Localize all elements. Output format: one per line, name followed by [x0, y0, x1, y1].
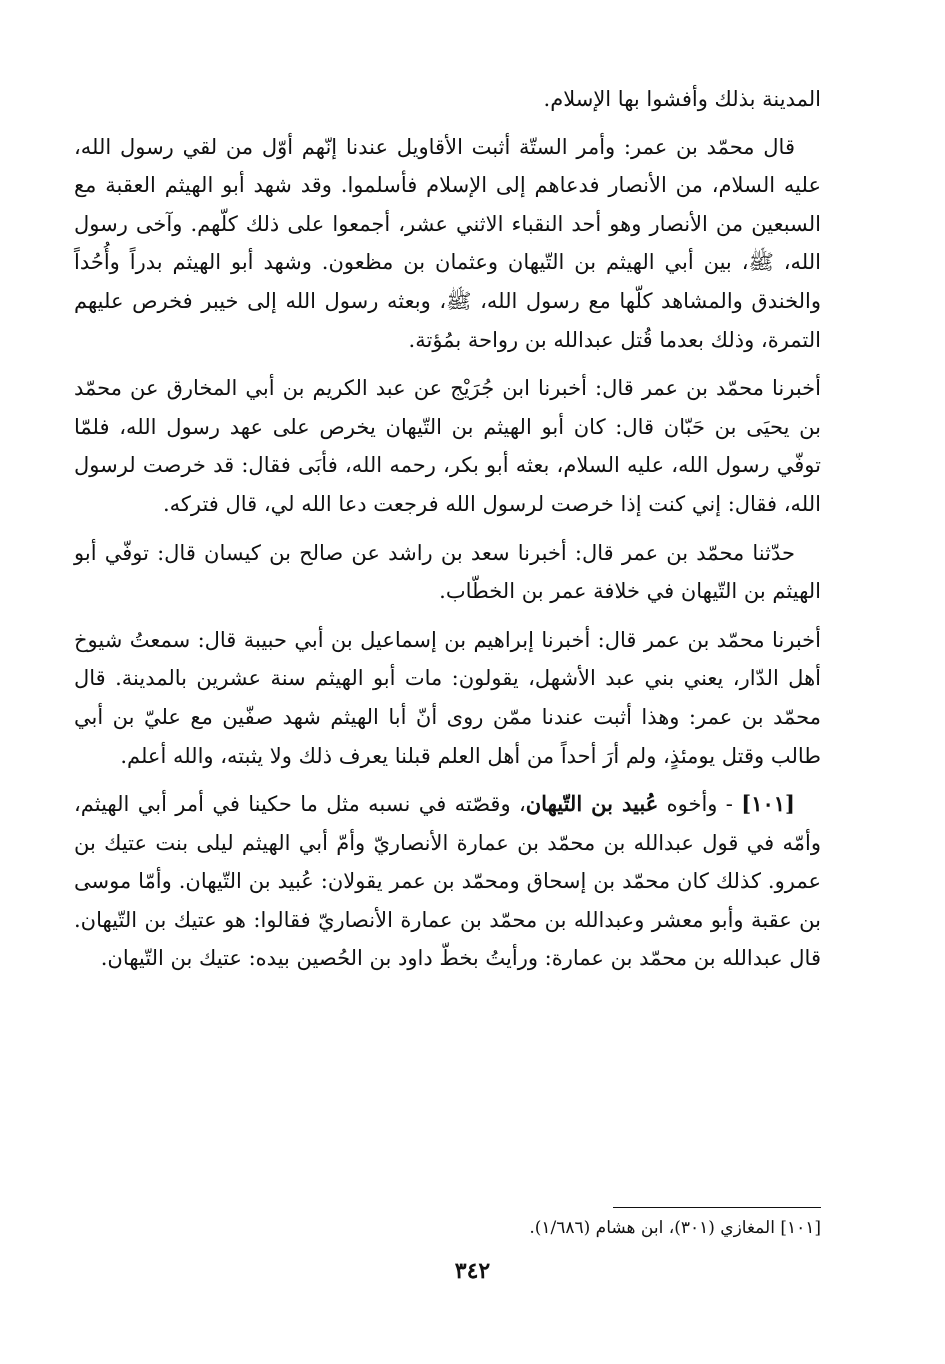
entry-name: عُبيد بن التّيهان	[525, 791, 659, 817]
paragraph-2: قال محمّد بن عمر: وأمر الستّة أثبت الأقاويل عندنا إنّهم أوّل من لقي رسول الله، عليه السلام، من الأنصار فدعاهم إلى الإسلام فأسلموا. وقد شهد أبو الهيثم العقبة مع السبعين من الأنصار وهو أحد النقباء الاثني عشر، أجمعوا على ذلك كلّهم. وآخى رسول الله، ﷺ، بين أبي الهيثم بن التّيهان وعثمان بن مظعون. وشهد أبو الهيثم بدراً وأُحُداً والخندق والمشاهد كلّها مع رسول الله، ﷺ، وبعثه رسول الله إلى خيبر فخرص عليهم التمرة، وذلك بعدما قُتل عبدالله بن رواحة بمُؤتة.	[74, 134, 821, 352]
entry-paragraph	[74, 785, 821, 978]
entry-text: ، وقصّته في نسبه مثل ما حكينا في أمر أبي الهيثم، وأمّه في قول عبدالله بن محمّد بن عمارة الأنصاريّ وأمّ أبي الهيثم ليلى بنت عتيك بن عمرو. كذلك كان محمّد بن إسحاق ومحمّد بن عمر يقولان: عُبيد بن التّيهان. وأمّا موسى بن عقبة وأبو معشر وعبدالله بن محمّد بن عمارة الأنصاريّ فقالوا: هو عتيك بن التّيهان. قال عبدالله بن محمّد بن عمارة: ورأيتُ بخطّ داود بن الحُصين بيده: عتيك بن التّيهان.	[74, 792, 821, 971]
page-number: ٣٤٢	[454, 1258, 491, 1284]
paragraph-4: حدّثنا محمّد بن عمر قال: أخبرنا سعد بن راشد عن صالح بن كيسان قال: توفّي أبو الهيثم بن التّيهان في خلافة عمر بن الخطّاب.	[74, 540, 821, 604]
paragraph-3: أخبرنا محمّد بن عمر قال: أخبرنا ابن جُرَيْج عن عبد الكريم بن أبي المخارق عن محمّد بن يحيَى بن حَبّان قال: كان أبو الهيثم بن التّيهان يخرص على عهد رسول الله، فلمّا توفّي رسول الله، عليه السلام، بعثه أبو بكر، رحمه الله، فأبَى فقال: قد خرصت لرسول الله، فقال: إني كنت إذا خرصت لرسول الله فرجعت دعا الله لي، قال فتركه.	[74, 376, 821, 516]
entry-number: [١٠١]	[741, 791, 795, 817]
paragraph-5: أخبرنا محمّد بن عمر قال: أخبرنا إبراهيم بن إسماعيل بن أبي حبيبة قال: سمعتُ شيوخ أهل الدّار، يعني بني عبد الأشهل، يقولون: مات أبو الهيثم سنة عشرين بالمدينة. قال محمّد بن عمر: وهذا أثبت عندنا ممّن روى أنّ أبا الهيثم شهد صفّين مع عليّ بن أبي طالب وقتل يومئذٍ، ولم أرَ أحداً من أهل العلم قبلنا يعرف ذلك ولا يثبته، والله أعلم.	[74, 627, 821, 768]
paragraph-1: المدينة بذلك وأفشوا بها الإسلام.	[543, 87, 821, 111]
footnote: [١٠١] المغازي (٣٠١)، ابن هشام (١/٦٨٦).	[529, 1218, 821, 1238]
entry-dash: - وأخوه	[658, 792, 742, 817]
footnote-divider	[613, 1207, 821, 1208]
